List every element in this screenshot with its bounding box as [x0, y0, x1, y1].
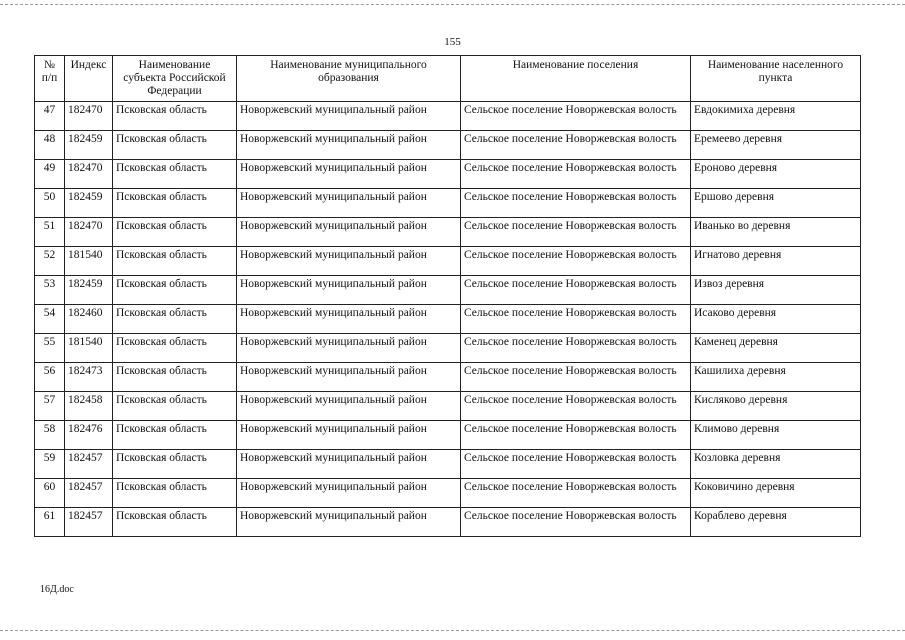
- table-row: [35, 247, 861, 276]
- scan-edge-bottom: [0, 630, 905, 631]
- cell-locality: Каменец деревня: [691, 334, 861, 363]
- cell-subject: Псковская область: [113, 218, 237, 247]
- header-municipality: Наименование муниципального образования: [237, 56, 461, 102]
- cell-locality: Козловка деревня: [691, 450, 861, 479]
- cell-locality: Климово деревня: [691, 421, 861, 450]
- cell-locality: Ершово деревня: [691, 189, 861, 218]
- cell-subject: Псковская область: [113, 508, 237, 537]
- cell-number: 61: [35, 508, 65, 537]
- cell-settlement: Сельское поселение Новоржевская волость: [461, 421, 691, 450]
- cell-subject: Псковская область: [113, 305, 237, 334]
- table-row: [35, 421, 861, 450]
- table-row: [35, 363, 861, 392]
- cell-municipality: Новоржевский муниципальный район: [237, 218, 461, 247]
- cell-settlement: Сельское поселение Новоржевская волость: [461, 392, 691, 421]
- cell-settlement: Сельское поселение Новоржевская волость: [461, 247, 691, 276]
- cell-number: 55: [35, 334, 65, 363]
- cell-index: 182458: [65, 392, 113, 421]
- cell-municipality: Новоржевский муниципальный район: [237, 102, 461, 131]
- cell-index: 182470: [65, 160, 113, 189]
- cell-subject: Псковская область: [113, 392, 237, 421]
- cell-index: 182459: [65, 276, 113, 305]
- cell-municipality: Новоржевский муниципальный район: [237, 247, 461, 276]
- cell-locality: Кисляково деревня: [691, 392, 861, 421]
- cell-subject: Псковская область: [113, 102, 237, 131]
- table-row: [35, 218, 861, 247]
- cell-municipality: Новоржевский муниципальный район: [237, 392, 461, 421]
- table-row: [35, 334, 861, 363]
- cell-index: 182457: [65, 450, 113, 479]
- cell-number: 49: [35, 160, 65, 189]
- cell-index: 182473: [65, 363, 113, 392]
- cell-index: 182457: [65, 508, 113, 537]
- table-row: [35, 131, 861, 160]
- cell-settlement: Сельское поселение Новоржевская волость: [461, 508, 691, 537]
- cell-settlement: Сельское поселение Новоржевская волость: [461, 334, 691, 363]
- cell-locality: Кораблево деревня: [691, 508, 861, 537]
- cell-settlement: Сельское поселение Новоржевская волость: [461, 189, 691, 218]
- cell-locality: Коковичино деревня: [691, 479, 861, 508]
- cell-municipality: Новоржевский муниципальный район: [237, 189, 461, 218]
- cell-number: 48: [35, 131, 65, 160]
- cell-locality: Извоз деревня: [691, 276, 861, 305]
- cell-municipality: Новоржевский муниципальный район: [237, 160, 461, 189]
- cell-municipality: Новоржевский муниципальный район: [237, 479, 461, 508]
- cell-municipality: Новоржевский муниципальный район: [237, 363, 461, 392]
- cell-index: 182460: [65, 305, 113, 334]
- cell-municipality: Новоржевский муниципальный район: [237, 508, 461, 537]
- cell-index: 182459: [65, 189, 113, 218]
- cell-index: 181540: [65, 334, 113, 363]
- header-settlement: Наименование поселения: [461, 56, 691, 102]
- footer-filename: 16Д.doc: [40, 584, 74, 595]
- cell-subject: Псковская область: [113, 450, 237, 479]
- table-row: [35, 102, 861, 131]
- cell-number: 52: [35, 247, 65, 276]
- page-number: 155: [444, 36, 461, 48]
- cell-municipality: Новоржевский муниципальный район: [237, 334, 461, 363]
- header-number: № п/п: [35, 56, 65, 102]
- cell-number: 58: [35, 421, 65, 450]
- cell-number: 59: [35, 450, 65, 479]
- cell-locality: Игнатово деревня: [691, 247, 861, 276]
- cell-subject: Псковская область: [113, 421, 237, 450]
- cell-settlement: Сельское поселение Новоржевская волость: [461, 276, 691, 305]
- cell-index: 182459: [65, 131, 113, 160]
- table-body: [35, 102, 861, 537]
- table-row: [35, 508, 861, 537]
- table-row: [35, 450, 861, 479]
- cell-municipality: Новоржевский муниципальный район: [237, 305, 461, 334]
- scan-edge-top: [0, 4, 905, 5]
- cell-municipality: Новоржевский муниципальный район: [237, 421, 461, 450]
- cell-municipality: Новоржевский муниципальный район: [237, 276, 461, 305]
- cell-subject: Псковская область: [113, 334, 237, 363]
- cell-settlement: Сельское поселение Новоржевская волость: [461, 305, 691, 334]
- cell-subject: Псковская область: [113, 189, 237, 218]
- cell-settlement: Сельское поселение Новоржевская волость: [461, 479, 691, 508]
- cell-subject: Псковская область: [113, 276, 237, 305]
- cell-settlement: Сельское поселение Новоржевская волость: [461, 102, 691, 131]
- header-locality: Наименование населенного пункта: [691, 56, 861, 102]
- settlement-table: [34, 55, 861, 537]
- cell-index: 182470: [65, 218, 113, 247]
- table-header-row: [35, 56, 861, 102]
- cell-locality: Ероново деревня: [691, 160, 861, 189]
- header-index: Индекс: [65, 56, 113, 102]
- cell-number: 51: [35, 218, 65, 247]
- table-row: [35, 276, 861, 305]
- cell-number: 54: [35, 305, 65, 334]
- cell-index: 181540: [65, 247, 113, 276]
- table-row: [35, 479, 861, 508]
- cell-municipality: Новоржевский муниципальный район: [237, 450, 461, 479]
- cell-number: 57: [35, 392, 65, 421]
- cell-subject: Псковская область: [113, 247, 237, 276]
- table-row: [35, 305, 861, 334]
- cell-settlement: Сельское поселение Новоржевская волость: [461, 160, 691, 189]
- table-row: [35, 189, 861, 218]
- cell-index: 182476: [65, 421, 113, 450]
- cell-subject: Псковская область: [113, 479, 237, 508]
- cell-locality: Исаково деревня: [691, 305, 861, 334]
- cell-subject: Псковская область: [113, 160, 237, 189]
- cell-number: 47: [35, 102, 65, 131]
- table-row: [35, 392, 861, 421]
- table-row: [35, 160, 861, 189]
- cell-number: 60: [35, 479, 65, 508]
- cell-settlement: Сельское поселение Новоржевская волость: [461, 450, 691, 479]
- cell-municipality: Новоржевский муниципальный район: [237, 131, 461, 160]
- cell-number: 56: [35, 363, 65, 392]
- cell-subject: Псковская область: [113, 131, 237, 160]
- cell-locality: Кашилиха деревня: [691, 363, 861, 392]
- cell-subject: Псковская область: [113, 363, 237, 392]
- cell-locality: Иванько во деревня: [691, 218, 861, 247]
- cell-index: 182470: [65, 102, 113, 131]
- cell-locality: Евдокимиха деревня: [691, 102, 861, 131]
- header-subject: Наименование субъекта Российской Федерации: [113, 56, 237, 102]
- cell-settlement: Сельское поселение Новоржевская волость: [461, 218, 691, 247]
- cell-number: 50: [35, 189, 65, 218]
- cell-number: 53: [35, 276, 65, 305]
- cell-index: 182457: [65, 479, 113, 508]
- cell-settlement: Сельское поселение Новоржевская волость: [461, 363, 691, 392]
- cell-locality: Еремеево деревня: [691, 131, 861, 160]
- cell-settlement: Сельское поселение Новоржевская волость: [461, 131, 691, 160]
